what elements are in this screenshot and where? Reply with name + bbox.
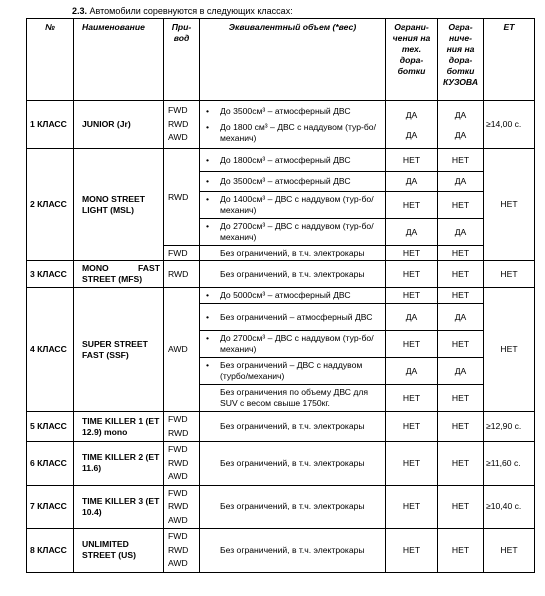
equivalent-volume: • Без ограничений – атмосферный ДВС bbox=[200, 304, 386, 331]
table-row bbox=[27, 288, 535, 304]
body-limit: НЕТ bbox=[438, 192, 484, 219]
body-limit: НЕТ bbox=[438, 149, 484, 172]
tech-limit: ДА bbox=[386, 304, 438, 331]
drive-types: FWD RWD AWD bbox=[164, 442, 200, 486]
tech-limit: НЕТ bbox=[386, 529, 438, 573]
body-limit: НЕТ bbox=[438, 331, 484, 358]
equivalent-volume: • До 5000см³ – атмосферный ДВС bbox=[200, 288, 386, 304]
drive-types: FWD bbox=[164, 246, 200, 261]
drive-types: FWD RWD bbox=[164, 412, 200, 442]
class-name: UNLIMITED STREET (US) bbox=[74, 529, 164, 573]
tech-limit: НЕТ bbox=[386, 261, 438, 288]
tech-limit: НЕТ bbox=[386, 246, 438, 261]
table-row bbox=[27, 529, 535, 573]
class-number: 3 КЛАСС bbox=[27, 261, 74, 288]
table-row bbox=[27, 101, 535, 149]
class-number: 8 КЛАСС bbox=[27, 529, 74, 573]
et-value: НЕТ bbox=[484, 529, 535, 573]
et-value: ≥12,90 с. bbox=[484, 412, 535, 442]
et-value: НЕТ bbox=[484, 149, 535, 261]
tech-limit: ДА bbox=[386, 358, 438, 385]
equivalent-volume: • До 2700см³ – ДВС с наддувом (тур-бо/механич) bbox=[200, 219, 386, 246]
class-number: 4 КЛАСС bbox=[27, 288, 74, 412]
table-row bbox=[27, 412, 535, 442]
drive-types: AWD bbox=[164, 288, 200, 412]
class-number: 5 КЛАСС bbox=[27, 412, 74, 442]
class-name: MONO FAST STREET (MFS) bbox=[74, 261, 164, 288]
header-body: Огра- ниче- ния на дора- ботки КУЗОВА bbox=[438, 19, 484, 101]
tech-limit: НЕТ bbox=[386, 442, 438, 486]
table-row bbox=[27, 261, 535, 288]
drive-types: RWD bbox=[164, 261, 200, 288]
tech-limit: НЕТ bbox=[386, 485, 438, 529]
tech-limit: НЕТ bbox=[386, 192, 438, 219]
class-name: JUNIOR (Jr) bbox=[74, 101, 164, 149]
body-limit: ДА bbox=[438, 304, 484, 331]
drive-types: FWD RWD AWD bbox=[164, 101, 200, 149]
section-title: Автомобили соревнуются в следующих классах: bbox=[89, 6, 293, 16]
body-limit: ДА bbox=[438, 358, 484, 385]
et-value: НЕТ bbox=[484, 288, 535, 412]
tech-limit: НЕТ bbox=[386, 412, 438, 442]
table-row bbox=[27, 149, 535, 172]
class-name: TIME KILLER 2 (ET 11.6) bbox=[74, 442, 164, 486]
tech-limit: ДА bbox=[386, 219, 438, 246]
tech-limit: ДА ДА bbox=[386, 101, 438, 149]
header-equiv: Эквивалентный объем (*вес) bbox=[200, 19, 386, 101]
body-limit: НЕТ bbox=[438, 412, 484, 442]
drive-types: RWD bbox=[164, 149, 200, 246]
body-limit: НЕТ bbox=[438, 261, 484, 288]
tech-limit: ДА bbox=[386, 172, 438, 192]
body-limit: ДА ДА bbox=[438, 101, 484, 149]
equivalent-volume: • До 3500см³ – атмосферный ДВС • До 1800 см³ – ДВС с наддувом (тур-бо/механич) bbox=[200, 101, 386, 149]
body-limit: НЕТ bbox=[438, 246, 484, 261]
section-number: 2.3. bbox=[72, 6, 88, 16]
equivalent-volume: • Без ограничений – ДВС с наддувом (турбо/механич) bbox=[200, 358, 386, 385]
header-row bbox=[27, 19, 535, 101]
equivalent-volume: • До 1800см³ – атмосферный ДВС bbox=[200, 149, 386, 172]
header-drive: При- вод bbox=[164, 19, 200, 101]
header-num: № bbox=[27, 19, 74, 101]
equivalent-volume: Без ограничения по объему ДВС для SUV с весом свыше 1750кг. bbox=[200, 385, 386, 412]
et-value: ≥10,40 с. bbox=[484, 485, 535, 529]
et-value: НЕТ bbox=[484, 261, 535, 288]
tech-limit: НЕТ bbox=[386, 149, 438, 172]
classes-table bbox=[26, 18, 535, 573]
table-row bbox=[27, 442, 535, 486]
equivalent-volume: Без ограничений, в т.ч. электрокары bbox=[200, 485, 386, 529]
header-name: Наименование bbox=[74, 19, 164, 101]
equivalent-volume: • До 2700см³ – ДВС с наддувом (тур-бо/механич) bbox=[200, 331, 386, 358]
et-value: ≥14,00 с. bbox=[484, 101, 535, 149]
body-limit: ДА bbox=[438, 172, 484, 192]
class-name: SUPER STREET FAST (SSF) bbox=[74, 288, 164, 412]
body-limit: НЕТ bbox=[438, 385, 484, 412]
section-heading bbox=[72, 6, 293, 16]
equivalent-volume: • До 1400см³ – ДВС с наддувом (тур-бо/механич) bbox=[200, 192, 386, 219]
body-limit: НЕТ bbox=[438, 442, 484, 486]
equivalent-volume: Без ограничений, в т.ч. электрокары bbox=[200, 529, 386, 573]
drive-types: FWD RWD AWD bbox=[164, 485, 200, 529]
tech-limit: НЕТ bbox=[386, 331, 438, 358]
body-limit: ДА bbox=[438, 219, 484, 246]
class-number: 2 КЛАСС bbox=[27, 149, 74, 261]
et-value: ≥11,60 с. bbox=[484, 442, 535, 486]
header-tech: Ограни- чения на тех. дора- ботки bbox=[386, 19, 438, 101]
body-limit: НЕТ bbox=[438, 485, 484, 529]
class-number: 6 КЛАСС bbox=[27, 442, 74, 486]
table-row bbox=[27, 485, 535, 529]
body-limit: НЕТ bbox=[438, 529, 484, 573]
header-et: ET bbox=[484, 19, 535, 101]
equivalent-volume: Без ограничений, в т.ч. электрокары bbox=[200, 442, 386, 486]
equivalent-volume: Без ограничений, в т.ч. электрокары bbox=[200, 261, 386, 288]
class-name: MONO STREET LIGHT (MSL) bbox=[74, 149, 164, 261]
equivalent-volume: • До 3500см³ – атмосферный ДВС bbox=[200, 172, 386, 192]
tech-limit: НЕТ bbox=[386, 288, 438, 304]
drive-types: FWD RWD AWD bbox=[164, 529, 200, 573]
class-number: 7 КЛАСС bbox=[27, 485, 74, 529]
equivalent-volume: Без ограничений, в т.ч. электрокары bbox=[200, 246, 386, 261]
class-name: TIME KILLER 1 (ET 12.9) mono bbox=[74, 412, 164, 442]
body-limit: НЕТ bbox=[438, 288, 484, 304]
tech-limit: НЕТ bbox=[386, 385, 438, 412]
equivalent-volume: Без ограничений, в т.ч. электрокары bbox=[200, 412, 386, 442]
class-name: TIME KILLER 3 (ET 10.4) bbox=[74, 485, 164, 529]
class-number: 1 КЛАСС bbox=[27, 101, 74, 149]
